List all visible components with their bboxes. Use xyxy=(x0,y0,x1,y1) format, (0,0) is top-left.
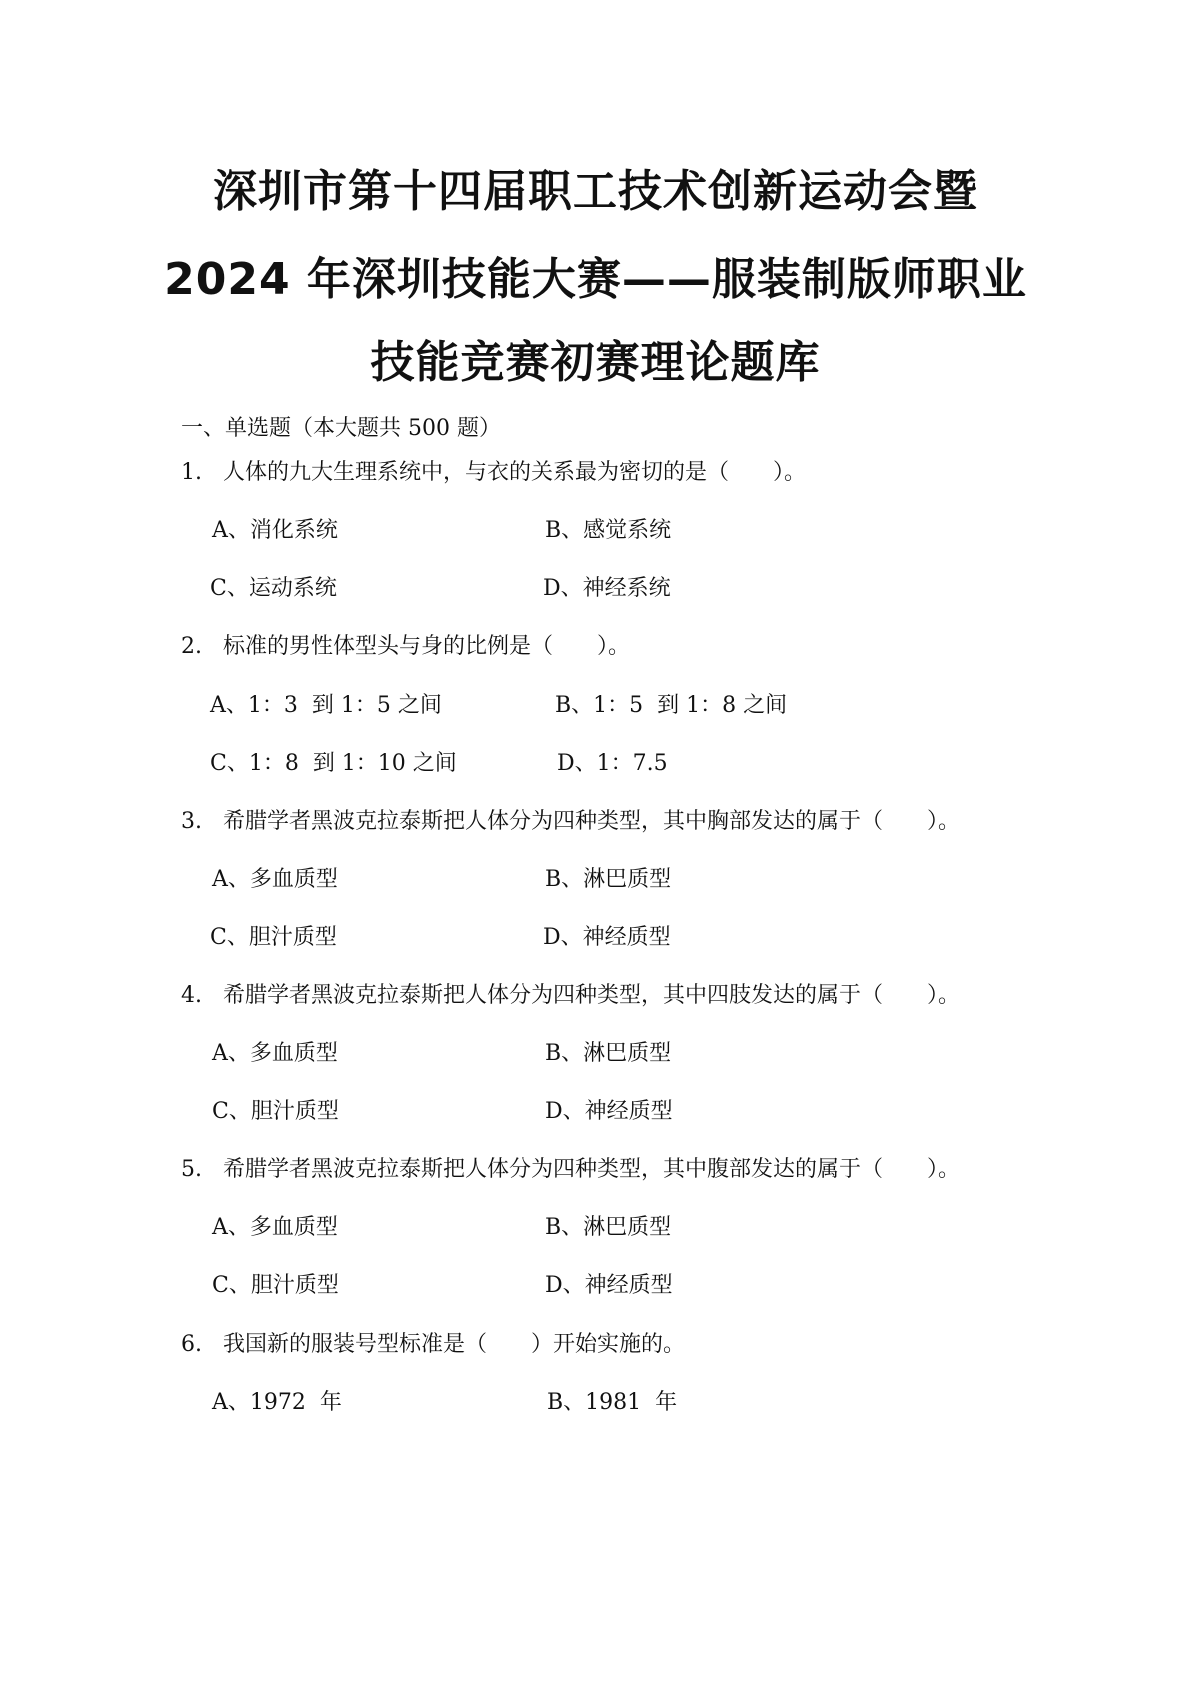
section-heading: 一、单选题（本大题共 500 题） xyxy=(181,416,501,441)
question-number: 5. xyxy=(181,1157,202,1182)
question-number: 2. xyxy=(181,634,202,659)
option-c: C、胆汁质型 xyxy=(212,1099,339,1124)
option-b: B、1981 年 xyxy=(547,1390,678,1415)
option-b: B、淋巴质型 xyxy=(545,1041,672,1066)
option-b: B、感觉系统 xyxy=(545,518,672,543)
option-b: B、淋巴质型 xyxy=(545,1215,672,1240)
question-number: 4. xyxy=(181,983,202,1008)
option-d: D、神经质型 xyxy=(545,1273,673,1298)
option-a: A、1：3 到 1：5 之间 xyxy=(210,693,442,718)
question-4 xyxy=(181,978,960,1009)
option-d: D、神经质型 xyxy=(543,925,671,950)
question-1 xyxy=(181,455,806,486)
question-text: 标准的男性体型头与身的比例是（ ）。 xyxy=(223,634,631,659)
question-number: 3. xyxy=(181,809,202,834)
option-d: D、神经系统 xyxy=(543,576,671,601)
option-a: A、多血质型 xyxy=(212,867,338,892)
option-c: C、1：8 到 1：10 之间 xyxy=(210,751,457,776)
question-number: 6. xyxy=(181,1332,202,1357)
question-text: 希腊学者黑波克拉泰斯把人体分为四种类型，其中四肢发达的属于（ ）。 xyxy=(223,983,961,1008)
question-text: 我国新的服装号型标准是（ ）开始实施的。 xyxy=(223,1332,686,1357)
question-6 xyxy=(181,1327,685,1358)
option-c: C、运动系统 xyxy=(210,576,337,601)
option-a: A、多血质型 xyxy=(212,1215,338,1240)
document-title-line-2: 2024 年深圳技能大赛——服装制版师职业 xyxy=(164,254,1027,305)
option-c: C、胆汁质型 xyxy=(210,925,337,950)
option-c: C、胆汁质型 xyxy=(212,1273,339,1298)
question-3 xyxy=(181,804,960,835)
question-5 xyxy=(181,1152,960,1183)
question-text: 希腊学者黑波克拉泰斯把人体分为四种类型，其中胸部发达的属于（ ）。 xyxy=(223,809,961,834)
question-text: 希腊学者黑波克拉泰斯把人体分为四种类型，其中腹部发达的属于（ ）。 xyxy=(223,1157,961,1182)
question-text: 人体的九大生理系统中，与衣的关系最为密切的是（ ）。 xyxy=(223,460,807,485)
option-a: A、1972 年 xyxy=(212,1390,342,1415)
option-b: B、1：5 到 1：8 之间 xyxy=(555,693,788,718)
option-d: D、1：7.5 xyxy=(557,751,668,776)
option-a: A、多血质型 xyxy=(212,1041,338,1066)
option-a: A、消化系统 xyxy=(212,518,338,543)
question-number: 1. xyxy=(181,460,202,485)
document-title-line-3: 技能竞赛初赛理论题库 xyxy=(370,337,821,388)
question-2 xyxy=(181,629,630,660)
option-b: B、淋巴质型 xyxy=(545,867,672,892)
option-d: D、神经质型 xyxy=(545,1099,673,1124)
document-title-line-1: 深圳市第十四届职工技术创新运动会暨 xyxy=(213,166,978,217)
